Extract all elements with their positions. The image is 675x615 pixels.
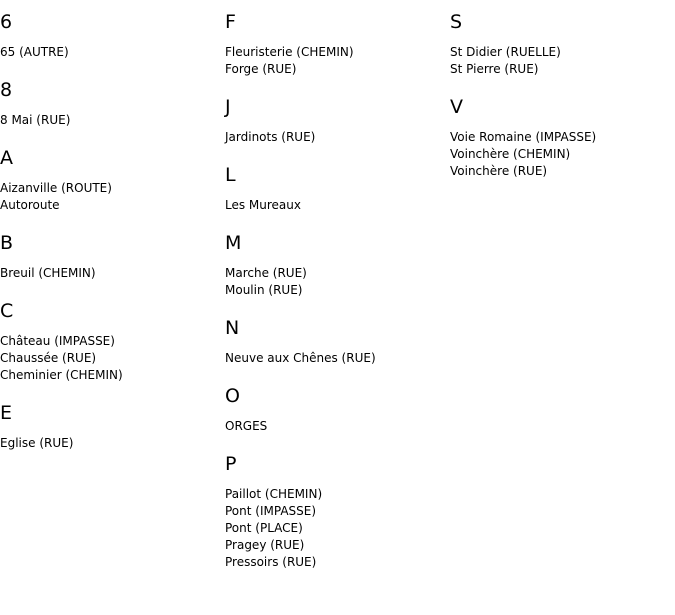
letter-group	[0, 401, 220, 452]
street-list	[0, 435, 220, 452]
letter-heading: A	[0, 147, 13, 169]
street-link[interactable]: Chaussée (RUE)	[0, 351, 97, 365]
street-list	[450, 44, 670, 78]
street-list	[0, 44, 220, 61]
street-link[interactable]: Autoroute	[0, 198, 60, 212]
letter-group	[225, 384, 445, 435]
street-link[interactable]: St Pierre (RUE)	[450, 62, 539, 76]
street-link[interactable]: Aizanville (ROUTE)	[0, 181, 112, 195]
street-list	[225, 197, 445, 214]
index-column-3	[450, 10, 670, 197]
street-list	[450, 129, 670, 180]
letter-group	[0, 10, 220, 61]
street-link[interactable]: Pont (PLACE)	[225, 521, 303, 535]
letter-group	[450, 95, 670, 180]
street-list	[0, 112, 220, 129]
index-column-1	[0, 10, 220, 469]
street-link[interactable]: Château (IMPASSE)	[0, 334, 115, 348]
street-link[interactable]: Voie Romaine (IMPASSE)	[450, 130, 597, 144]
letter-group	[225, 163, 445, 214]
street-link[interactable]: Neuve aux Chênes (RUE)	[225, 351, 376, 365]
street-list	[225, 44, 445, 78]
street-link[interactable]: Paillot (CHEMIN)	[225, 487, 323, 501]
street-link[interactable]: Pressoirs (RUE)	[225, 555, 317, 569]
street-list	[0, 180, 220, 214]
letter-group	[0, 299, 220, 384]
letter-heading: P	[225, 453, 237, 475]
letter-group	[225, 10, 445, 78]
street-link[interactable]: 65 (AUTRE)	[0, 45, 69, 59]
letter-heading: F	[225, 11, 236, 33]
street-link[interactable]: Breuil (CHEMIN)	[0, 266, 96, 280]
letter-heading: E	[0, 402, 13, 424]
street-link[interactable]: Eglise (RUE)	[0, 436, 74, 450]
letter-group	[225, 231, 445, 299]
letter-heading: J	[225, 96, 231, 118]
street-link[interactable]: Voinchère (CHEMIN)	[450, 147, 571, 161]
street-link[interactable]: Pragey (RUE)	[225, 538, 305, 552]
street-link[interactable]: St Didier (RUELLE)	[450, 45, 561, 59]
letter-group	[0, 78, 220, 129]
index-column-2	[225, 10, 445, 588]
letter-heading: 8	[0, 79, 13, 101]
street-list	[0, 265, 220, 282]
street-list	[225, 486, 445, 571]
letter-heading: N	[225, 317, 240, 339]
street-link[interactable]: ORGES	[225, 419, 268, 433]
street-link[interactable]: Jardinots (RUE)	[225, 130, 316, 144]
letter-heading: B	[0, 232, 14, 254]
street-link[interactable]: Forge (RUE)	[225, 62, 297, 76]
letter-group	[0, 146, 220, 214]
street-list	[225, 265, 445, 299]
street-link[interactable]: Fleuristerie (CHEMIN)	[225, 45, 354, 59]
letter-group	[450, 10, 670, 78]
street-list	[225, 350, 445, 367]
letter-heading: C	[0, 300, 14, 322]
street-list	[225, 418, 445, 435]
letter-group	[0, 231, 220, 282]
street-list	[0, 333, 220, 384]
street-list	[225, 129, 445, 146]
letter-group	[225, 452, 445, 571]
street-link[interactable]: 8 Mai (RUE)	[0, 113, 71, 127]
letter-group	[225, 316, 445, 367]
street-link[interactable]: Cheminier (CHEMIN)	[0, 368, 123, 382]
letter-group	[225, 95, 445, 146]
letter-heading: O	[225, 385, 240, 407]
street-link[interactable]: Voinchère (RUE)	[450, 164, 548, 178]
street-link[interactable]: Moulin (RUE)	[225, 283, 303, 297]
letter-heading: V	[450, 96, 463, 118]
letter-heading: M	[225, 232, 242, 254]
letter-heading: 6	[0, 11, 13, 33]
street-link[interactable]: Pont (IMPASSE)	[225, 504, 317, 518]
street-link[interactable]: Les Mureaux	[225, 198, 301, 212]
letter-heading: S	[450, 11, 463, 33]
letter-heading: L	[225, 164, 236, 186]
street-link[interactable]: Marche (RUE)	[225, 266, 307, 280]
